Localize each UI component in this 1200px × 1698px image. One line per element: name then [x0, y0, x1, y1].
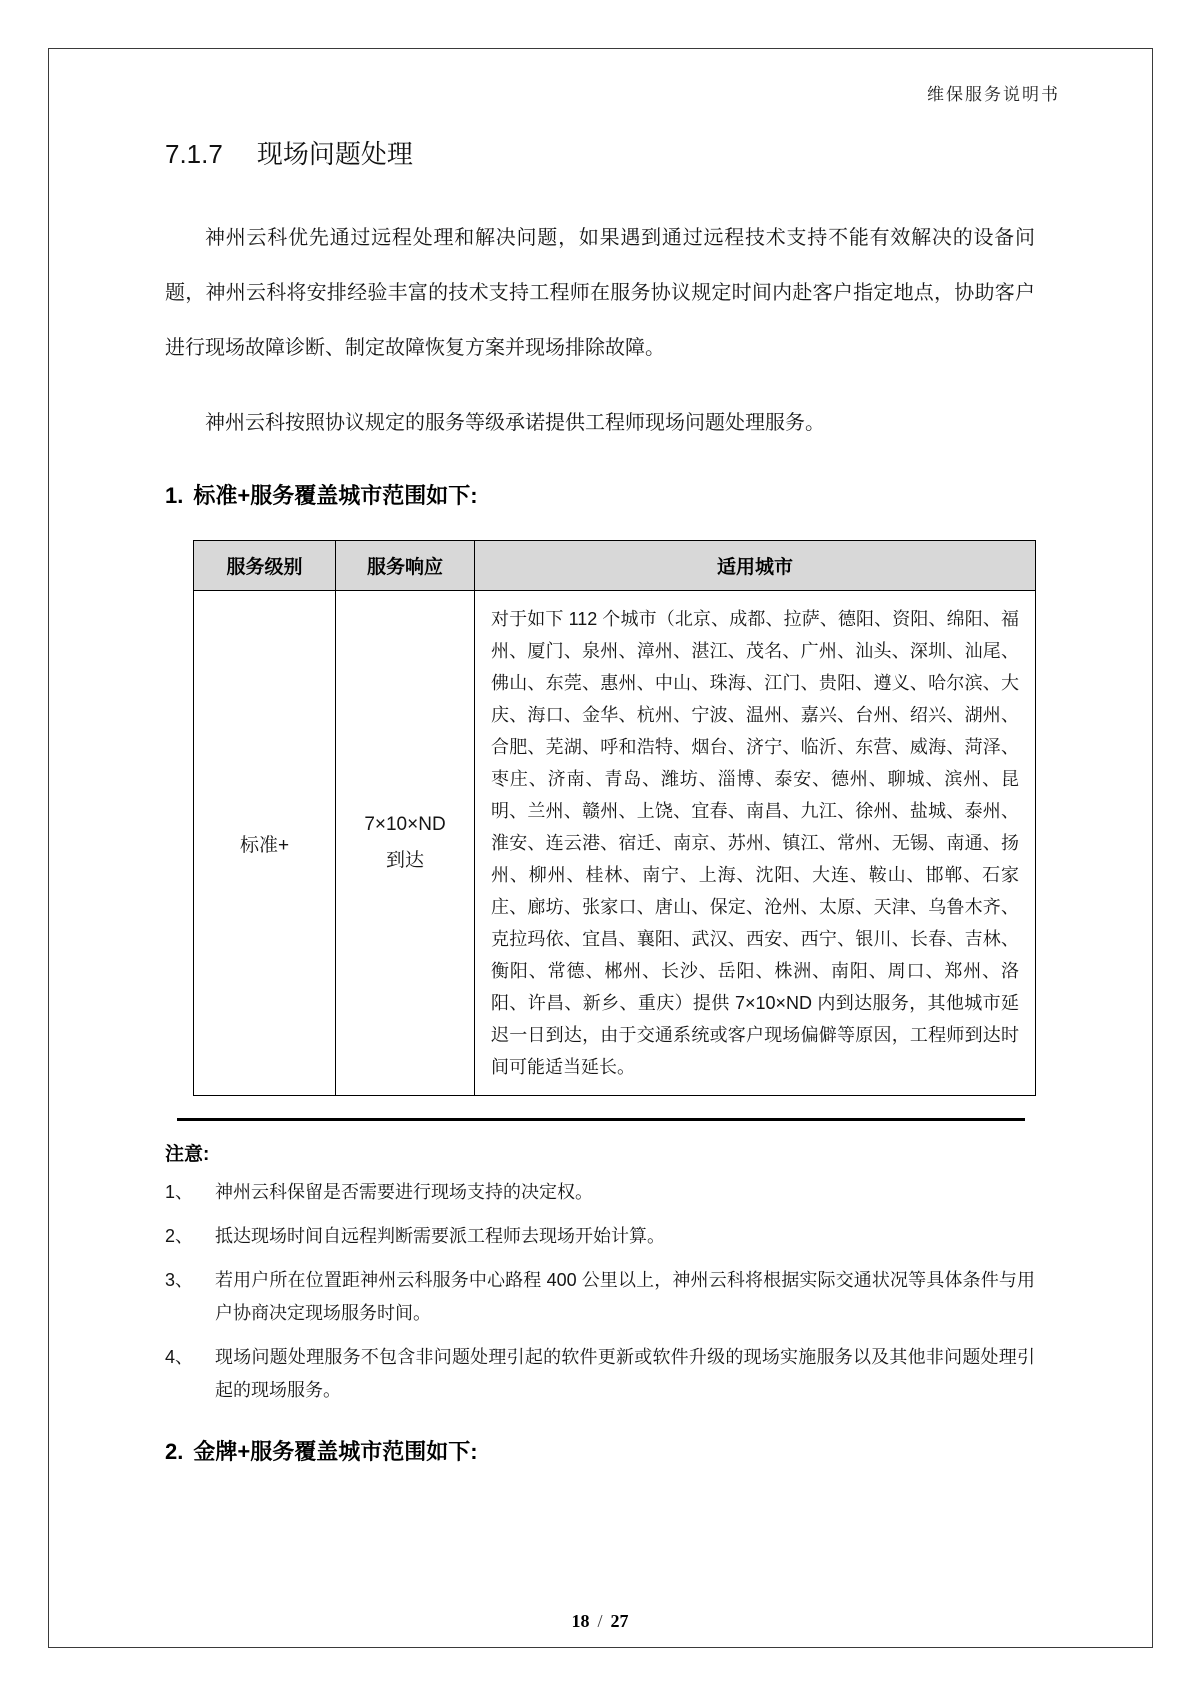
cell-service-response	[336, 591, 475, 1096]
note-text: 若用户所在位置距神州云科服务中心路程 400 公里以上，神州云科将根据实际交通状况等具体条件与用户协商决定现场服务时间。	[215, 1270, 1035, 1323]
heading-standard-coverage	[165, 479, 1035, 510]
note-number: 3、	[165, 1270, 194, 1290]
notes-list	[165, 1176, 1035, 1407]
service-response-line2: 到达	[385, 850, 424, 871]
note-text: 现场问题处理服务不包含非问题处理引起的软件更新或软件升级的现场实施服务以及其他非问题处理引起的现场服务。	[215, 1347, 1035, 1400]
table-row	[194, 591, 1036, 1096]
paragraph-intro: 神州云科优先通过远程处理和解决问题，如果遇到通过远程技术支持不能有效解决的设备问题，神州云科将安排经验丰富的技术支持工程师在服务协议规定时间内赴客户指定地点，协助客户进行现场故障诊断、制定故障恢复方案并现场排除故障。	[165, 227, 1035, 359]
total-page-number: 27	[610, 1611, 629, 1631]
page-footer	[0, 1611, 1200, 1632]
note-text: 神州云科保留是否需要进行现场支持的决定权。	[215, 1182, 593, 1202]
heading-text: 金牌+服务覆盖城市范围如下:	[193, 1439, 478, 1464]
service-response-line1: 7×10×ND	[364, 814, 446, 835]
note-item	[165, 1176, 1035, 1209]
note-item	[165, 1264, 1035, 1330]
heading-text: 标准+服务覆盖城市范围如下:	[193, 483, 478, 508]
paragraph-commitment: 神州云科按照协议规定的服务等级承诺提供工程师现场问题处理服务。	[205, 412, 825, 434]
section-number: 7.1.7	[165, 139, 223, 169]
section-heading	[165, 134, 1035, 171]
note-number: 2、	[165, 1226, 194, 1246]
header-applicable-cities: 适用城市	[475, 541, 1036, 591]
running-header: 维保服务说明书	[927, 85, 1060, 104]
note-item	[165, 1341, 1035, 1407]
note-text: 抵达现场时间自远程判断需要派工程师去现场开始计算。	[215, 1226, 665, 1246]
header-service-response: 服务响应	[336, 541, 475, 591]
note-number: 4、	[165, 1347, 194, 1367]
heading-gold-coverage	[165, 1435, 1035, 1466]
section-title: 现场问题处理	[256, 139, 413, 169]
table-header-row	[194, 541, 1036, 591]
page-content	[165, 134, 1035, 1466]
current-page-number: 18	[571, 1611, 590, 1631]
divider-rule	[177, 1118, 1025, 1121]
page-separator: /	[597, 1611, 603, 1631]
heading-number: 2.	[165, 1439, 184, 1464]
cell-service-level: 标准+	[194, 591, 336, 1096]
note-number: 1、	[165, 1182, 194, 1202]
service-coverage-table	[193, 540, 1036, 1096]
cell-applicable-cities: 对于如下 112 个城市（北京、成都、拉萨、德阳、资阳、绵阳、福州、厦门、泉州、漳州、湛江、茂名、广州、汕头、深圳、汕尾、佛山、东莞、惠州、中山、珠海、江门、贵阳、遵义、哈尔滨、大庆、海口、金华、杭州、宁波、温州、嘉兴、台州、绍兴、湖州、合肥、芜湖、呼和浩特、烟台、济宁、临沂、东营、威海、菏泽、枣庄、济南、青岛、潍坊、淄博、泰安、德州、聊城、滨州、昆明、兰州、赣州、上饶、宜春、南昌、九江、徐州、盐城、泰州、淮安、连云港、宿迁、南京、苏州、镇江、常州、无锡、南通、扬州、柳州、桂林、南宁、上海、沈阳、大连、鞍山、邯郸、石家庄、廊坊、张家口、唐山、保定、沧州、太原、天津、乌鲁木齐、克拉玛依、宜昌、襄阳、武汉、西安、西宁、银川、长春、吉林、衡阳、常德、郴州、长沙、岳阳、株洲、南阳、周口、郑州、洛阳、许昌、新乡、重庆）提供 7×10×ND 内到达服务，其他城市延迟一日到达，由于交通系统或客户现场偏僻等原因，工程师到达时间可能适当延长。	[475, 591, 1036, 1096]
heading-number: 1.	[165, 483, 184, 508]
header-service-level: 服务级别	[194, 541, 336, 591]
notes-label: 注意:	[165, 1144, 210, 1165]
note-item	[165, 1220, 1035, 1253]
